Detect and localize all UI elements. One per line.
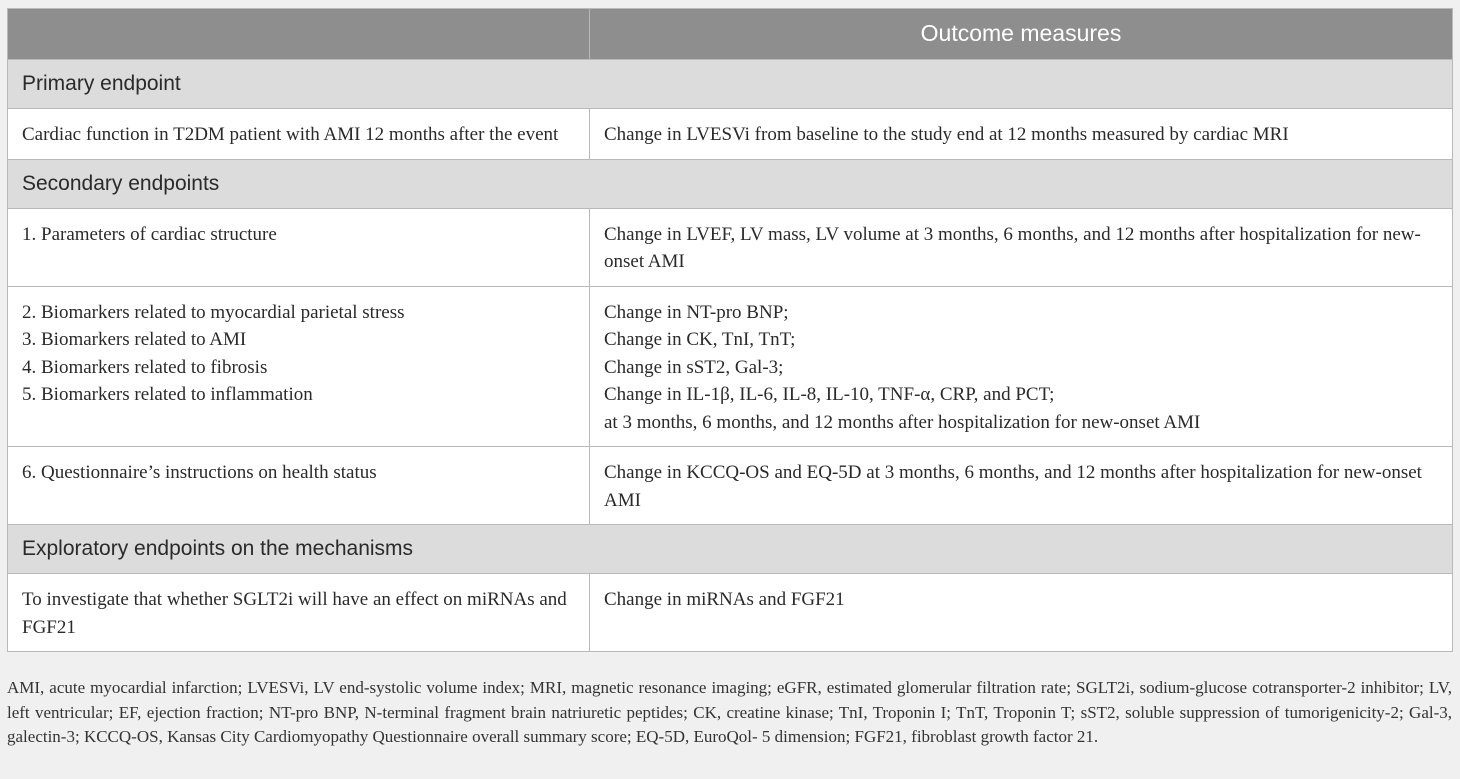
outcome-line: Change in sST2, Gal-3; — [604, 356, 784, 378]
endpoint-cell: Cardiac function in T2DM patient with AMI 12 months after the event — [8, 109, 590, 160]
outcome-cell: Change in LVEF, LV mass, LV volume at 3 months, 6 months, and 12 months after hospitalization for new-onset AMI — [590, 208, 1453, 286]
table-row — [8, 109, 1453, 160]
outcome-line: at 3 months, 6 months, and 12 months after hospitalization for new-onset AMI — [604, 411, 1201, 433]
table-row — [8, 574, 1453, 652]
outcome-line: Change in NT-pro BNP; — [604, 301, 789, 323]
header-cell-empty — [8, 9, 590, 60]
section-row-secondary — [8, 159, 1453, 208]
endpoint-line: 5. Biomarkers related to inflammation — [22, 384, 313, 405]
endpoint-cell-biomarkers — [8, 286, 590, 447]
section-row-exploratory — [8, 525, 1453, 574]
outcome-cell: Change in LVESVi from baseline to the study end at 12 months measured by cardiac MRI — [590, 109, 1453, 160]
outcome-cell: Change in KCCQ-OS and EQ-5D at 3 months, 6 months, and 12 months after hospitalization for new-onset AMI — [590, 447, 1453, 525]
outcome-line: Change in CK, TnI, TnT; — [604, 329, 796, 350]
endpoint-cell: 1. Parameters of cardiac structure — [8, 208, 590, 286]
table-row — [8, 447, 1453, 525]
section-title-primary: Primary endpoint — [8, 60, 1453, 109]
header-outcome-measures: Outcome measures — [590, 9, 1453, 60]
endpoint-cell: 6. Questionnaire’s instructions on health status — [8, 447, 590, 525]
section-title-secondary: Secondary endpoints — [8, 159, 1453, 208]
table-header-row — [8, 9, 1453, 60]
endpoints-table — [7, 8, 1453, 652]
endpoint-line: 2. Biomarkers related to myocardial parietal stress — [22, 301, 405, 323]
section-row-primary — [8, 60, 1453, 109]
table-footnote: AMI, acute myocardial infarction; LVESVi, LV end-systolic volume index; MRI, magnetic resonance imaging; eGFR, estimated glomerular filtration rate; SGLT2i, sodium-glucose cotransporter-2 inhibitor; LV, left ventricular; EF, ejection fraction; NT-pro BNP, N-terminal fragment brain natriuretic peptides; CK, creatine kinase; TnI, Troponin I; TnT, Troponin T; sST2, soluble suppression of tumorigenicity-2; Gal-3, galectin-3; KCCQ-OS, Kansas City Cardiomyopathy Questionnaire overall summary score; EQ-5D, EuroQol- 5 dimension; FGF21, fibroblast growth factor 21. — [7, 678, 1452, 746]
outcome-line: Change in IL-1β, IL-6, IL-8, IL-10, TNF-α, CRP, and PCT; — [604, 384, 1055, 405]
section-title-exploratory: Exploratory endpoints on the mechanisms — [8, 525, 1453, 574]
endpoint-cell: To investigate that whether SGLT2i will have an effect on miRNAs and FGF21 — [8, 574, 590, 652]
table-row — [8, 208, 1453, 286]
table-row — [8, 286, 1453, 447]
endpoints-table-wrapper — [7, 8, 1452, 652]
endpoint-line: 3. Biomarkers related to AMI — [22, 329, 247, 350]
outcome-cell: Change in miRNAs and FGF21 — [590, 574, 1453, 652]
endpoint-line: 4. Biomarkers related to fibrosis — [22, 356, 268, 378]
outcome-cell-biomarkers — [590, 286, 1453, 447]
